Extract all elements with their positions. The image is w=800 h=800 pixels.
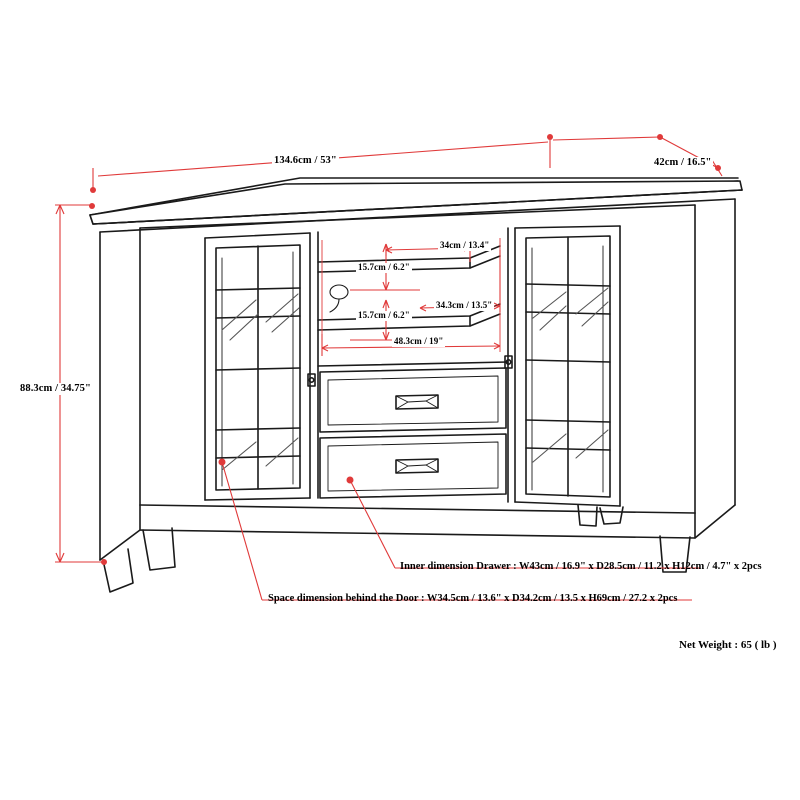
door-space-dimension-note: Space dimension behind the Door : W34.5cm / 13.6" x D34.2cm / 13.5 x H69cm / 27.2 x 2pcs xyxy=(268,593,678,604)
dimension-shelf-gap-upper: 15.7cm / 6.2" xyxy=(358,262,410,272)
dimension-shelf-width-top: 34cm / 13.4" xyxy=(440,240,490,250)
glass-reflection-lines xyxy=(222,288,608,470)
dimension-shelf-width-lower: 34.3cm / 13.5" xyxy=(436,300,493,310)
dimension-overall-depth: 42cm / 16.5" xyxy=(654,157,712,168)
dimension-center-opening-width: 48.3cm / 19" xyxy=(394,336,444,346)
cabinet-body-outline xyxy=(90,178,742,592)
drawer-inner-dimension-note: Inner dimension Drawer : W43cm / 16.9" x D28.5cm / 11.2 x H12cm / 4.7" x 2pcs xyxy=(400,561,762,572)
net-weight-note: Net Weight : 65 ( lb ) xyxy=(679,639,777,651)
dimension-shelf-gap-lower: 15.7cm / 6.2" xyxy=(358,310,410,320)
dimension-overall-width: 134.6cm / 53" xyxy=(274,155,337,166)
dimension-overall-height: 88.3cm / 34.75" xyxy=(20,383,91,394)
